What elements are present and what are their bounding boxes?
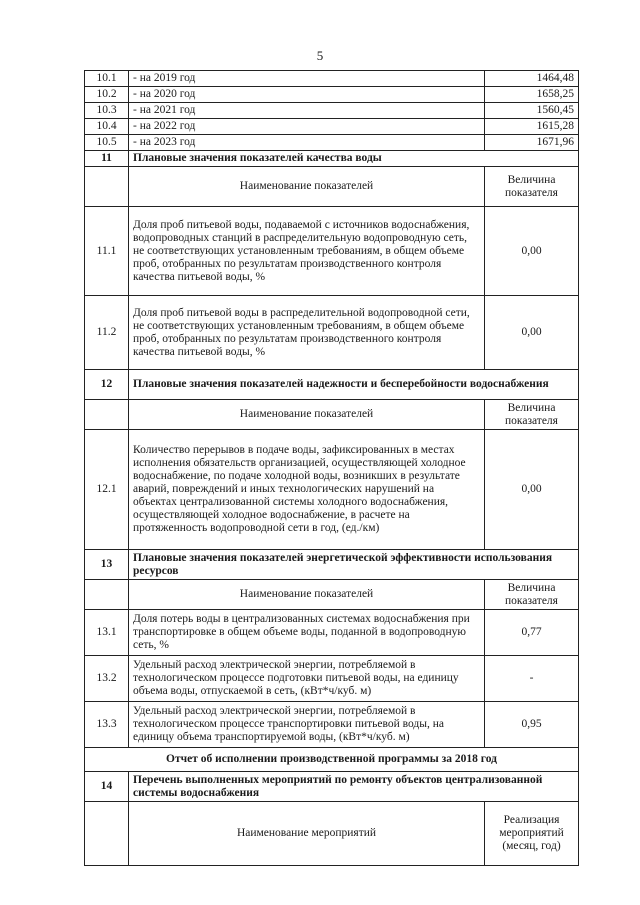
row-value: 0,95 bbox=[485, 702, 579, 748]
section-number: 13 bbox=[85, 550, 129, 580]
row-number: 12.1 bbox=[85, 430, 129, 550]
table-row bbox=[85, 656, 579, 702]
row-text: Доля проб питьевой воды, подаваемой с источников водоснабжения, водопроводных станций в распределительную водопроводную сеть, не соответствующих установленным требованиям, в общем объеме проб, отобранных по результатам производственного контроля качества питьевой воды, % bbox=[129, 207, 485, 296]
program-table bbox=[84, 70, 579, 866]
row-value: 0,00 bbox=[485, 207, 579, 296]
section-header-11 bbox=[85, 151, 579, 167]
column-header-row bbox=[85, 580, 579, 610]
row-value: - bbox=[485, 656, 579, 702]
column-header-name: Наименование показателей bbox=[129, 167, 485, 207]
row-value: 1615,28 bbox=[485, 119, 579, 135]
table-row bbox=[85, 702, 579, 748]
row-number: 10.4 bbox=[85, 119, 129, 135]
section-number: 11 bbox=[85, 151, 129, 167]
row-text: Удельный расход электрической энергии, потребляемой в технологическом процессе подготовки питьевой воды, на единицу объема воды, отпускаемой в сеть, (кВт*ч/куб. м) bbox=[129, 656, 485, 702]
column-header-value: Величина показателя bbox=[485, 400, 579, 430]
empty-cell bbox=[85, 400, 129, 430]
row-number: 10.2 bbox=[85, 87, 129, 103]
table-row bbox=[85, 103, 579, 119]
row-number: 13.2 bbox=[85, 656, 129, 702]
row-value: 0,77 bbox=[485, 610, 579, 656]
empty-cell bbox=[85, 580, 129, 610]
row-label: - на 2021 год bbox=[129, 103, 485, 119]
row-number: 13.3 bbox=[85, 702, 129, 748]
row-text: Удельный расход электрической энергии, потребляемой в технологическом процессе транспортировки питьевой воды, на единицу объема транспортируемой воды, (кВт*ч/куб. м) bbox=[129, 702, 485, 748]
column-header-row bbox=[85, 802, 579, 866]
section-number: 14 bbox=[85, 772, 129, 802]
table-row bbox=[85, 87, 579, 103]
row-value: 1671,96 bbox=[485, 135, 579, 151]
row-number: 10.3 bbox=[85, 103, 129, 119]
section-header-14 bbox=[85, 772, 579, 802]
row-value: 0,00 bbox=[485, 430, 579, 550]
section-title: Перечень выполненных мероприятий по ремонту объектов централизованной системы водоснабжения bbox=[129, 772, 579, 802]
row-text: Доля потерь воды в централизованных системах водоснабжения при транспортировке в общем объеме воды, поданной в водопроводную сеть, % bbox=[129, 610, 485, 656]
page-number: 5 bbox=[316, 48, 324, 63]
row-number: 11.2 bbox=[85, 296, 129, 370]
row-number: 13.1 bbox=[85, 610, 129, 656]
empty-cell bbox=[85, 802, 129, 866]
table-row bbox=[85, 296, 579, 370]
row-text: Количество перерывов в подаче воды, зафиксированных в местах исполнения обязательств организацией, осуществляющей холодное водоснабжение, по подаче холодной воды, возникших в результате аварий, повреждений и иных технологических нарушений на объектах централизованной системы холодного водоснабжения, осуществляющей холодное водоснабжение, в расчете на протяженность водопроводной сети в год, (ед./км) bbox=[129, 430, 485, 550]
row-value: 1658,25 bbox=[485, 87, 579, 103]
column-header-name: Наименование мероприятий bbox=[129, 802, 485, 866]
report-title-row bbox=[85, 748, 579, 772]
row-number: 10.5 bbox=[85, 135, 129, 151]
column-header-row bbox=[85, 167, 579, 207]
table-row bbox=[85, 430, 579, 550]
column-header-value: Реализация мероприятий (месяц, год) bbox=[485, 802, 579, 866]
column-header-name: Наименование показателей bbox=[129, 580, 485, 610]
row-value: 1464,48 bbox=[485, 71, 579, 87]
row-text: Доля проб питьевой воды в распределительной водопроводной сети, не соответствующих установленным требованиям, в общем объеме проб, отобранных по результатам производственного контроля качества питьевой воды, % bbox=[129, 296, 485, 370]
table-row bbox=[85, 610, 579, 656]
row-label: - на 2023 год bbox=[129, 135, 485, 151]
section-number: 12 bbox=[85, 370, 129, 400]
section-title: Плановые значения показателей надежности и бесперебойности водоснабжения bbox=[129, 370, 579, 400]
table-row bbox=[85, 71, 579, 87]
table-row bbox=[85, 119, 579, 135]
column-header-row bbox=[85, 400, 579, 430]
row-value: 1560,45 bbox=[485, 103, 579, 119]
row-number: 11.1 bbox=[85, 207, 129, 296]
empty-cell bbox=[85, 167, 129, 207]
row-label: - на 2019 год bbox=[129, 71, 485, 87]
row-value: 0,00 bbox=[485, 296, 579, 370]
section-title: Плановые значения показателей качества воды bbox=[129, 151, 579, 167]
table-row bbox=[85, 207, 579, 296]
column-header-value: Величина показателя bbox=[485, 167, 579, 207]
column-header-name: Наименование показателей bbox=[129, 400, 485, 430]
row-number: 10.1 bbox=[85, 71, 129, 87]
row-label: - на 2022 год bbox=[129, 119, 485, 135]
section-title: Плановые значения показателей энергетической эффективности использования ресурсов bbox=[129, 550, 579, 580]
column-header-value: Величина показателя bbox=[485, 580, 579, 610]
section-header-12 bbox=[85, 370, 579, 400]
section-header-13 bbox=[85, 550, 579, 580]
table-row bbox=[85, 135, 579, 151]
report-title: Отчет об исполнении производственной программы за 2018 год bbox=[85, 748, 579, 772]
row-label: - на 2020 год bbox=[129, 87, 485, 103]
